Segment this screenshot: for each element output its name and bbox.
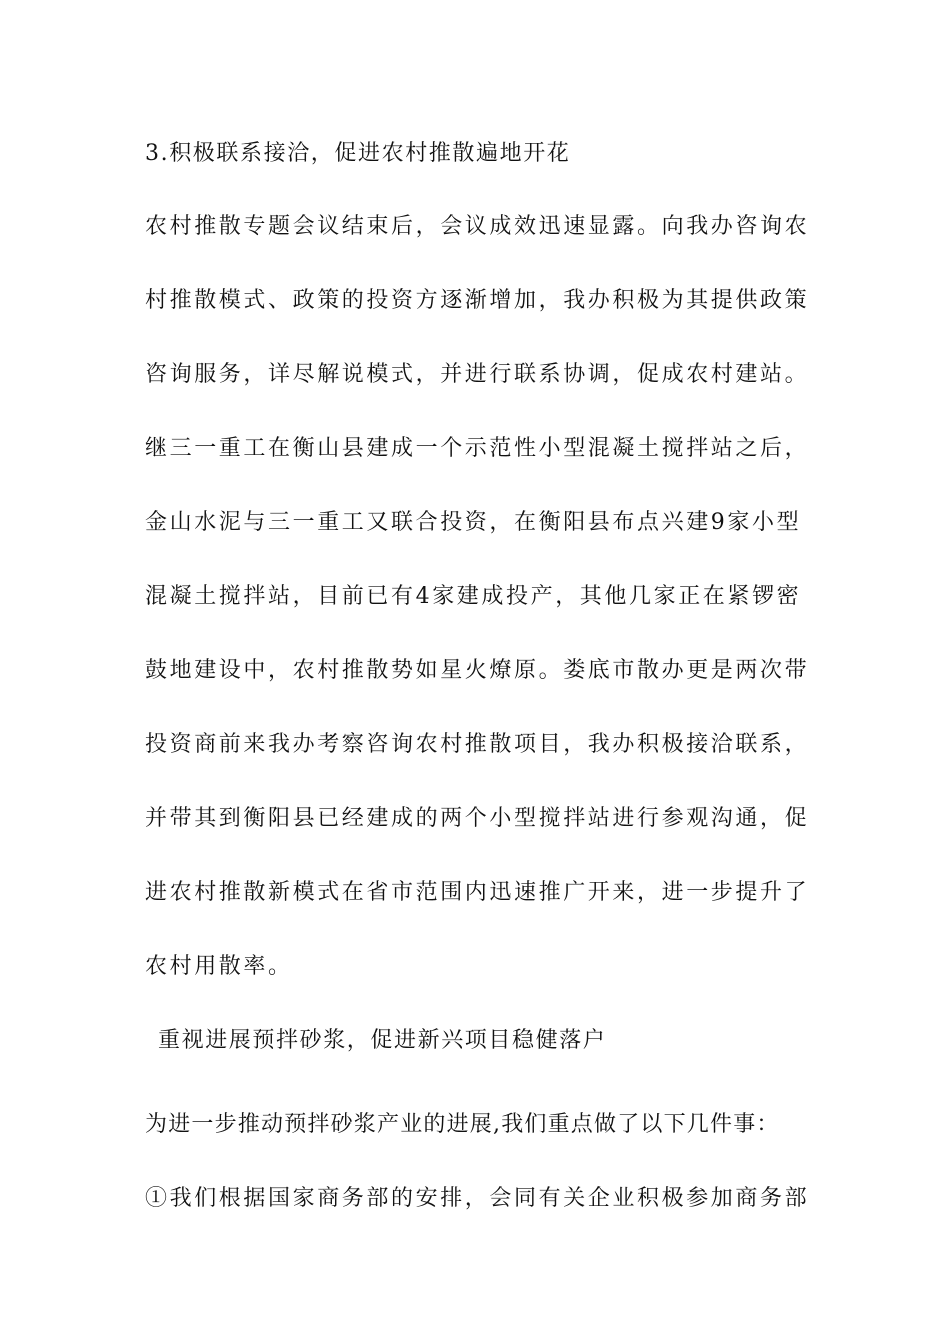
paragraph-line: 混凝土搅拌站，目前已有4家建成投产，其他几家正在紧锣密 [145, 584, 802, 609]
paragraph-line: 进农村推散新模式在省市范围内迅速推广开来，进一步提升了 [145, 880, 810, 905]
paragraph-line: 村推散模式、政策的投资方逐渐增加，我办积极为其提供政策 [145, 288, 810, 313]
paragraph-line: 农村用散率。 [145, 954, 293, 979]
paragraph-line: 并带其到衡阳县已经建成的两个小型搅拌站进行参观沟通，促 [145, 806, 810, 831]
paragraph-line: 继三一重工在衡山县建成一个示范性小型混凝土搅拌站之后， [145, 436, 810, 461]
section-heading-2: 重视进展预拌砂浆，促进新兴项目稳健落户 [158, 1028, 607, 1053]
paragraph-line: 金山水泥与三一重工又联合投资，在衡阳县布点兴建9家小型 [145, 510, 802, 535]
paragraph-line: 鼓地建设中，农村推散势如星火燎原。娄底市散办更是两次带 [145, 658, 810, 683]
paragraph-line: 投资商前来我办考察咨询农村推散项目，我办积极接洽联系， [145, 732, 810, 757]
paragraph-line: 农村推散专题会议结束后，会议成效迅速显露。向我办咨询农 [145, 214, 810, 239]
paragraph-line: ①我们根据国家商务部的安排，会同有关企业积极参加商务部 [145, 1186, 810, 1211]
section-heading-1: 3.积极联系接洽，促进农村推散遍地开花 [145, 141, 571, 166]
paragraph-line: 为进一步推动预拌砂浆产业的进展,我们重点做了以下几件事： [145, 1112, 780, 1137]
paragraph-line: 咨询服务，详尽解说模式，并进行联系协调，促成农村建站。 [145, 362, 810, 387]
